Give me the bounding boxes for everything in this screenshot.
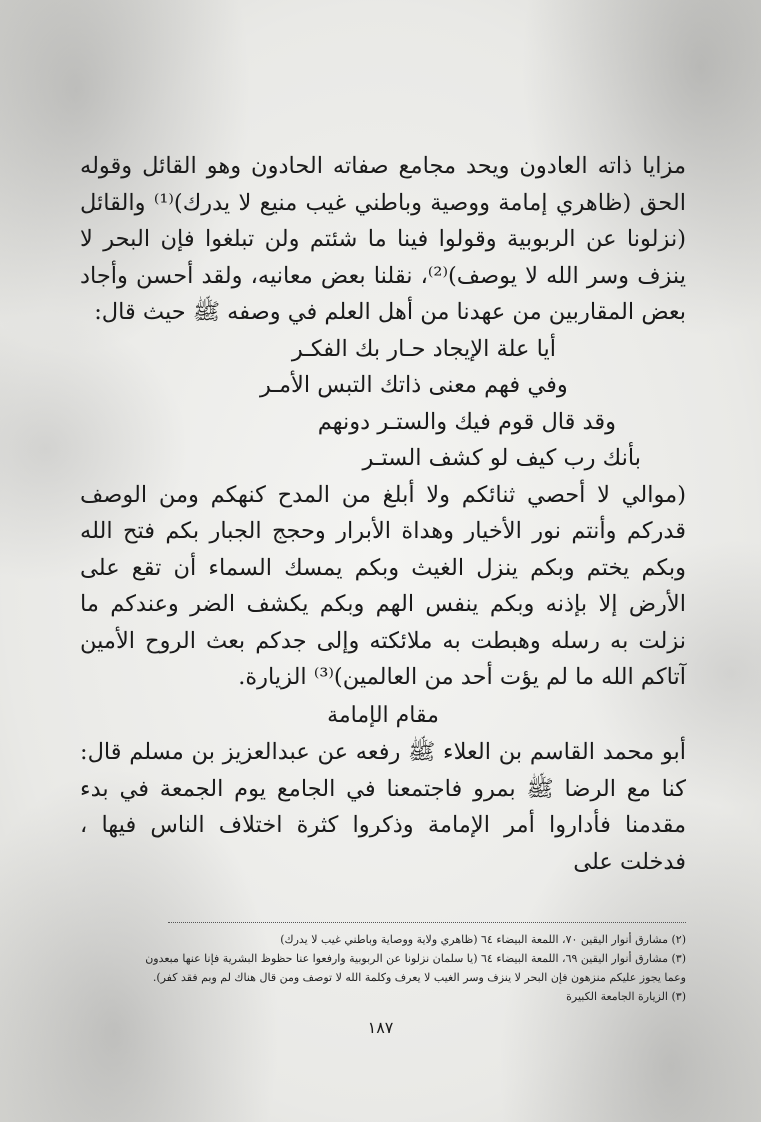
footnote-line: (٢) مشارق أنوار اليقين ٧٠، اللمعة البيضاء ٦٤ (ظاهري ولاية ووصاية وباطني غيب لا يدرك) xyxy=(280,933,686,946)
footnote-line: وعما يجوز عليكم منزهون فإن البحر لا ينزف وسر الغيب لا يعرف وكلمة الله لا توصف ومن قال هناك لم وبم فقد كفر). xyxy=(152,971,686,984)
main-text xyxy=(80,148,686,880)
footnote-divider xyxy=(168,922,686,923)
footnote-line: (٣) الزيارة الجامعة الكبيرة xyxy=(566,990,686,1003)
paragraph-intro: مزايا ذاته العادون ويحد مجامع صفاته الحادون وهو القائل وقوله الحق (ظاهري إمامة ووصية وباطني غيب منيع لا يدرك)⁽¹⁾ والقائل (نزلونا عن الربوبية وقولوا فينا ما شئتم ولن تبلغوا فإن البحر لا ينزف وسر الله لا يوصف)⁽²⁾، نقلنا بعض معانيه، ولقد أحسن وأجاد بعض المقاربين من عهدنا من أهل العلم في وصفه ﷺ حيث قال: xyxy=(80,153,686,325)
verse-line-3: وقد قال قوم فيك والستـر دونهم xyxy=(317,408,616,435)
section-heading: مقام الإمامة xyxy=(327,702,439,728)
verse-line-1: أيا علة الإيجاد حـار بك الفكـر xyxy=(291,335,556,362)
paragraph-narration: أبو محمد القاسم بن العلاء ﷺ رفعه عن عبدالعزيز بن مسلم قال: كنا مع الرضا ﷺ بمرو فاجتمعنا في الجامع يوم الجمعة في بدء مقدمنا فأداروا أمر الإمامة وذكروا كثرة اختلاف الناس فيها ، فدخلت على xyxy=(80,739,686,875)
verse-line-2: وفي فهم معنى ذاتك التبس الأمـر xyxy=(260,372,568,398)
paragraph-ziyara: (موالي لا أحصي ثنائكم ولا أبلغ من المدح كنهكم ومن الوصف قدركم وأنتم نور الأخيار وهداة الأبرار وحجج الجبار بكم فتح الله وبكم يختم وبكم ينزل الغيث وبكم يمسك السماء أن تقع على الأرض إلا بإذنه وبكم ينفس الهم وبكم يكشف الضر وعندكم ما نزلت به رسله وهبطت به ملائكته وإلى جدكم بعث الروح الأمين آتاكم الله ما لم يؤت أحد من العالمين)⁽³⁾ الزيارة. xyxy=(80,481,686,690)
footnotes xyxy=(120,930,686,1006)
verse-line-4: بأنك رب كيف لو كشف الستـر xyxy=(362,445,641,471)
footnote-line: (٣) مشارق أنوار اليقين ٦٩، اللمعة البيضاء ٦٤ (يا سلمان نزلونا عن الربوبية وارفعوا عنا حظوظ البشرية فإنا عنها مبعدون xyxy=(145,952,686,965)
page-number: ١٨٧ xyxy=(367,1018,394,1037)
